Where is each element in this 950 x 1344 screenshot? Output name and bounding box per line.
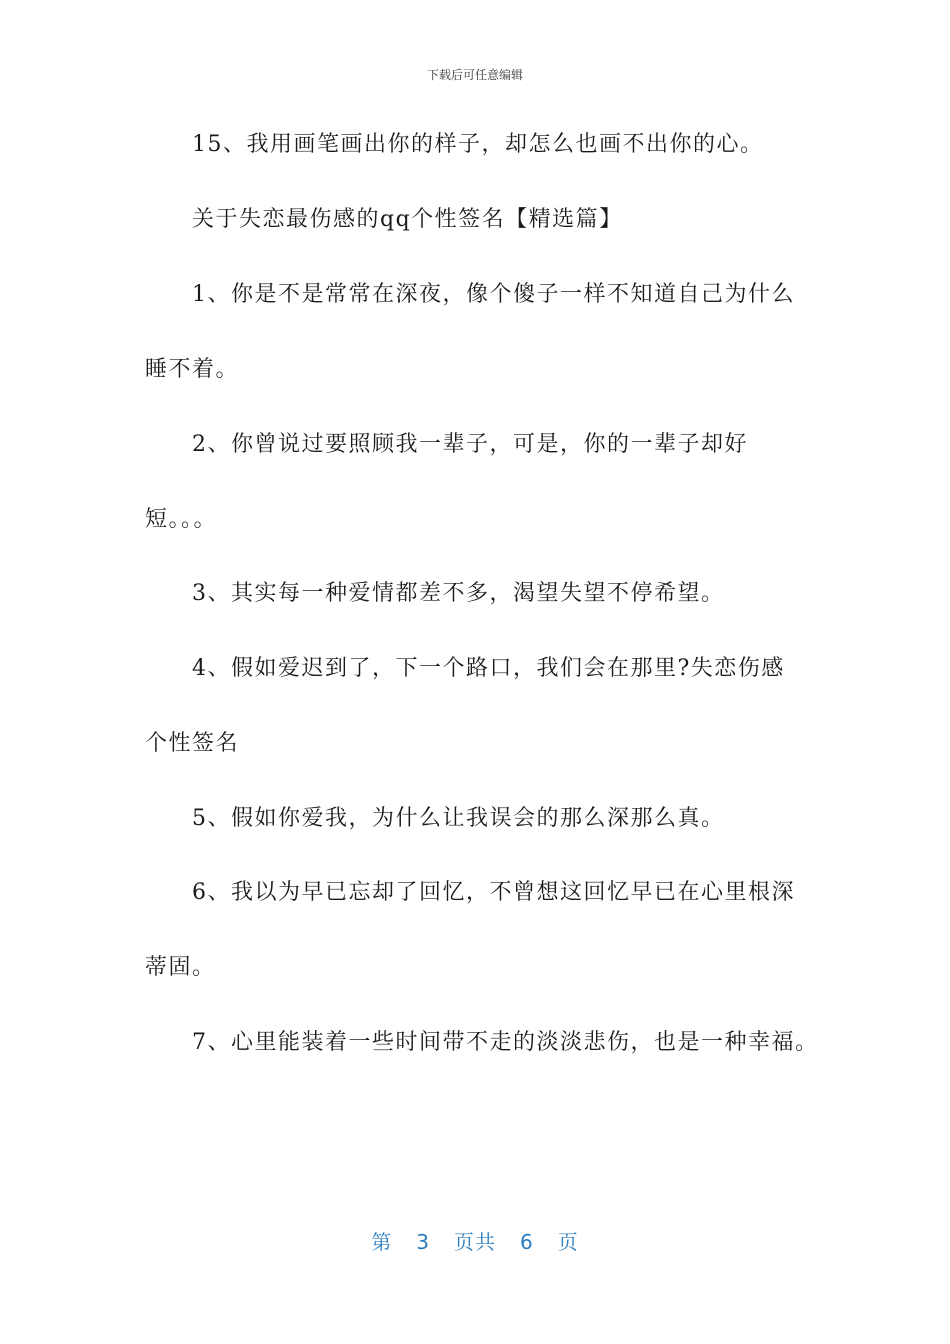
page-footer (0, 1226, 950, 1255)
paragraph-line: 睡不着。 (145, 357, 240, 382)
page-header: 下载后可任意编辑 (426, 68, 523, 82)
footer-suffix: 页 (557, 1230, 579, 1254)
paragraph-line: 个性签名 (145, 731, 240, 756)
paragraph-line: 蒂固。 (145, 955, 216, 980)
paragraph-line: 7、心里能装着一些时间带不走的淡淡悲伤，也是一种幸福。 (192, 1030, 819, 1055)
current-page-number: 3 (416, 1230, 430, 1254)
paragraph-line: 3、其实每一种爱情都差不多，渴望失望不停希望。 (192, 581, 725, 606)
paragraph-line: 5、假如你爱我，为什么让我误会的那么深那么真。 (192, 806, 725, 831)
section-heading: 关于失恋最伤感的qq个性签名【精选篇】 (192, 207, 623, 232)
paragraph-line: 短。。。 (145, 507, 218, 532)
paragraph-line: 6、我以为早已忘却了回忆，不曾想这回忆早已在心里根深 (192, 880, 795, 905)
paragraph-line: 4、假如爱迟到了，下一个路口，我们会在那里?失恋伤感 (192, 656, 785, 681)
footer-middle: 页共 (454, 1230, 496, 1254)
paragraph-line: 15、我用画笔画出你的样子，却怎么也画不出你的心。 (192, 132, 764, 157)
paragraph-line: 1、你是不是常常在深夜，像个傻子一样不知道自己为什么 (192, 282, 795, 307)
paragraph-line: 2、你曾说过要照顾我一辈子，可是，你的一辈子却好 (192, 432, 748, 457)
footer-prefix: 第 (371, 1230, 393, 1254)
total-page-number: 6 (520, 1230, 534, 1254)
